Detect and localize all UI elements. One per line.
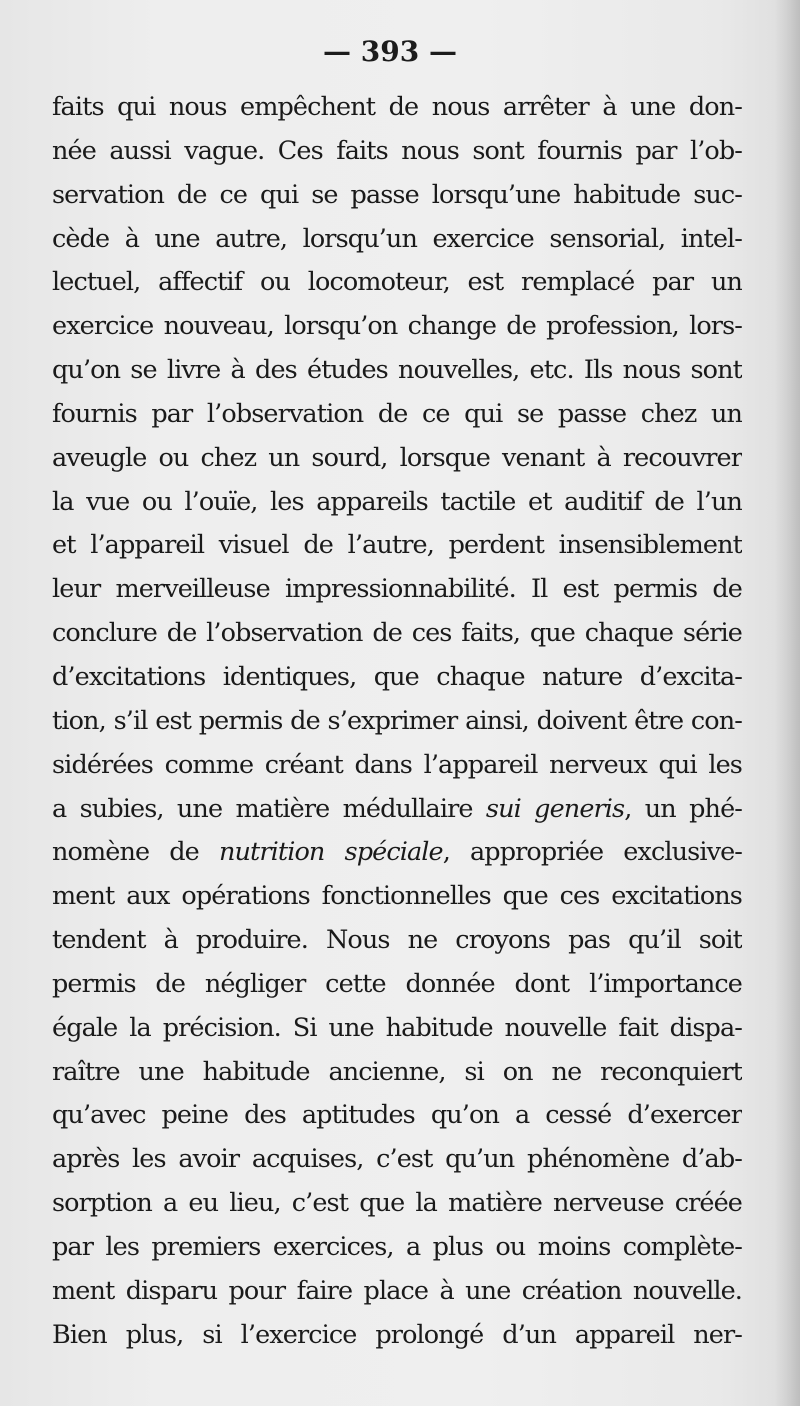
- text-segment: nomène de: [52, 837, 199, 868]
- text-segment: , un phé-: [624, 793, 742, 824]
- text-line: conclure de l’observation de ces faits, que chaque série: [52, 618, 742, 649]
- text-line: la vue ou l’ouïe, les appareils tactile et auditif de l’un: [52, 486, 742, 517]
- text-line-with-italic: [52, 788, 742, 832]
- italic-term: nutrition spéciale: [218, 837, 443, 868]
- text-line: fournis par l’observation de ce qui se passe chez un: [52, 398, 742, 429]
- text-line: faits qui nous empêchent de nous arrêter à une don-: [52, 92, 742, 122]
- text-line: qu’avec peine des aptitudes qu’on a cessé d’exercer: [52, 1100, 742, 1131]
- text-line: permis de négliger cette donnée dont l’importance: [52, 968, 742, 999]
- text-line: ment aux opérations fonctionnelles que ces excitations: [52, 881, 742, 912]
- body-text: [52, 86, 742, 1357]
- text-line-with-italic: [52, 831, 742, 875]
- page-number: — 393 —: [323, 35, 457, 68]
- text-line: et l’appareil visuel de l’autre, perdent insensiblement: [52, 530, 742, 561]
- text-line: cède à une autre, lorsqu’un exercice sensorial, intel-: [52, 223, 742, 254]
- text-line: Bien plus, si l’exercice prolongé d’un appareil ner-: [52, 1319, 742, 1350]
- text-line: égale la précision. Si une habitude nouvelle fait dispa-: [52, 1012, 742, 1043]
- text-line: aveugle ou chez un sourd, lorsque venant à recouvrer: [52, 442, 742, 473]
- text-line: tendent à produire. Nous ne croyons pas qu’il soit: [52, 925, 742, 956]
- text-line: servation de ce qui se passe lorsqu’une habitude suc-: [52, 179, 742, 210]
- text-segment: a subies, une matière médullaire: [52, 793, 473, 824]
- text-line: sorption a eu lieu, c’est que la matière nerveuse créée: [52, 1188, 742, 1219]
- text-line: tion, s’il est permis de s’exprimer ainsi, doivent être con-: [52, 705, 742, 736]
- italic-term: sui generis: [485, 793, 625, 824]
- text-segment: , appropriée exclusive-: [442, 837, 742, 868]
- text-line: qu’on se livre à des études nouvelles, etc. Ils nous sont: [52, 355, 742, 386]
- text-line: lectuel, affectif ou locomoteur, est remplacé par un: [52, 267, 742, 298]
- text-line: par les premiers exercices, a plus ou moins complète-: [52, 1231, 742, 1262]
- text-line: d’excitations identiques, que chaque nature d’excita-: [52, 661, 742, 692]
- text-line: raître une habitude ancienne, si on ne reconquiert: [52, 1056, 742, 1087]
- text-line: née aussi vague. Ces faits nous sont fournis par l’ob-: [52, 135, 742, 166]
- text-line: exercice nouveau, lorsqu’on change de profession, lors-: [52, 311, 742, 342]
- text-line: après les avoir acquises, c’est qu’un phénomène d’ab-: [52, 1144, 742, 1175]
- text-line: ment disparu pour faire place à une création nouvelle.: [52, 1275, 742, 1306]
- text-line: leur merveilleuse impressionnabilité. Il est permis de: [52, 574, 742, 605]
- text-line: sidérées comme créant dans l’appareil nerveux qui les: [52, 749, 742, 780]
